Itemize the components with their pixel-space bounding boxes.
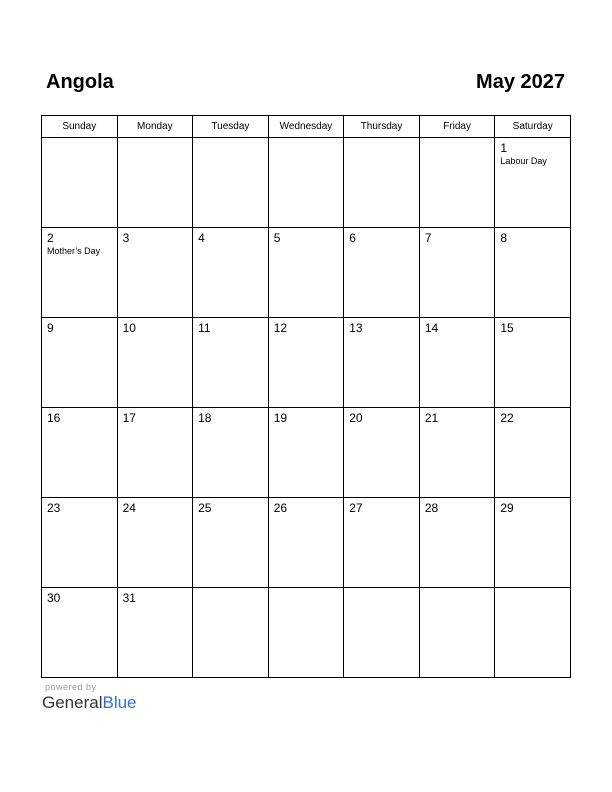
week-row <box>42 498 571 588</box>
day-cell <box>268 588 344 678</box>
day-cell <box>419 318 495 408</box>
day-number: 11 <box>198 321 211 335</box>
day-cell <box>495 588 571 678</box>
month-year-title: May 2027 <box>476 71 565 93</box>
day-cell <box>117 498 193 588</box>
weekday-header: Saturday <box>495 116 571 138</box>
day-cell <box>193 588 269 678</box>
day-cell <box>344 408 420 498</box>
day-cell <box>268 228 344 318</box>
day-number: 26 <box>273 501 288 515</box>
day-number: 5 <box>273 231 281 245</box>
day-cell <box>495 408 571 498</box>
day-cell <box>495 228 571 318</box>
day-cell <box>117 138 193 228</box>
day-cell <box>193 138 269 228</box>
brand-general-text: General <box>42 693 103 712</box>
day-number: 9 <box>47 321 54 335</box>
weekday-header: Friday <box>419 116 495 138</box>
day-number: 3 <box>122 231 130 245</box>
day-number: 13 <box>349 321 363 335</box>
day-number: 17 <box>122 411 136 425</box>
day-number: 16 <box>47 411 61 425</box>
day-cell <box>268 408 344 498</box>
day-number: 18 <box>198 411 212 425</box>
day-cell <box>117 228 193 318</box>
day-number: 6 <box>349 231 356 245</box>
day-cell <box>42 588 118 678</box>
day-number: 30 <box>47 591 61 605</box>
holiday-label: Mother’s Day <box>47 246 101 256</box>
day-number: 10 <box>122 321 136 335</box>
calendar-grid <box>41 115 571 678</box>
day-cell <box>419 588 495 678</box>
week-row <box>42 228 571 318</box>
day-number: 29 <box>500 501 514 515</box>
day-cell <box>42 408 118 498</box>
day-number: 27 <box>349 501 363 515</box>
day-number: 23 <box>47 501 61 515</box>
day-cell <box>42 498 118 588</box>
day-cell <box>344 228 420 318</box>
day-cell <box>495 318 571 408</box>
day-number: 31 <box>122 591 136 605</box>
country-title: Angola <box>46 71 114 93</box>
weekday-header: Thursday <box>344 116 420 138</box>
day-number: 15 <box>500 321 514 335</box>
day-cell <box>193 318 269 408</box>
day-cell <box>268 318 344 408</box>
day-number: 14 <box>424 321 439 335</box>
day-cell <box>193 498 269 588</box>
day-number: 24 <box>122 501 136 515</box>
day-cell <box>193 228 269 318</box>
day-cell <box>268 138 344 228</box>
weekday-header: Wednesday <box>268 116 344 138</box>
day-cell <box>42 318 118 408</box>
day-cell <box>419 498 495 588</box>
day-cell <box>419 138 495 228</box>
holiday-label: Labour Day <box>500 156 547 166</box>
day-number: 22 <box>500 411 514 425</box>
weekday-header-row <box>42 116 571 138</box>
weekday-header: Sunday <box>42 116 118 138</box>
day-cell <box>344 318 420 408</box>
week-row <box>42 318 571 408</box>
day-cell <box>42 138 118 228</box>
day-number: 20 <box>349 411 363 425</box>
week-row <box>42 408 571 498</box>
day-cell <box>268 498 344 588</box>
day-cell <box>344 588 420 678</box>
week-row <box>42 588 571 678</box>
day-cell <box>495 138 571 228</box>
day-cell <box>193 408 269 498</box>
day-cell <box>344 138 420 228</box>
day-cell <box>495 498 571 588</box>
day-number: 21 <box>424 411 439 425</box>
brand-blue-text: Blue <box>102 693 137 712</box>
powered-by-text: powered by <box>45 682 97 692</box>
day-number: 1 <box>500 141 508 155</box>
day-number: 25 <box>198 501 212 515</box>
day-number: 7 <box>424 231 432 245</box>
day-cell <box>117 588 193 678</box>
day-number: 19 <box>273 411 288 425</box>
day-cell <box>42 228 118 318</box>
day-cell <box>117 318 193 408</box>
day-cell <box>419 228 495 318</box>
weekday-header: Tuesday <box>193 116 269 138</box>
day-cell <box>344 498 420 588</box>
day-cell <box>419 408 495 498</box>
day-number: 12 <box>273 321 288 335</box>
day-number: 4 <box>198 231 205 245</box>
generalblue-logo[interactable] <box>42 693 137 713</box>
day-number: 8 <box>500 231 508 245</box>
day-number: 28 <box>424 501 439 515</box>
week-row <box>42 138 571 228</box>
day-cell <box>117 408 193 498</box>
weekday-header: Monday <box>117 116 193 138</box>
day-number: 2 <box>47 231 54 245</box>
